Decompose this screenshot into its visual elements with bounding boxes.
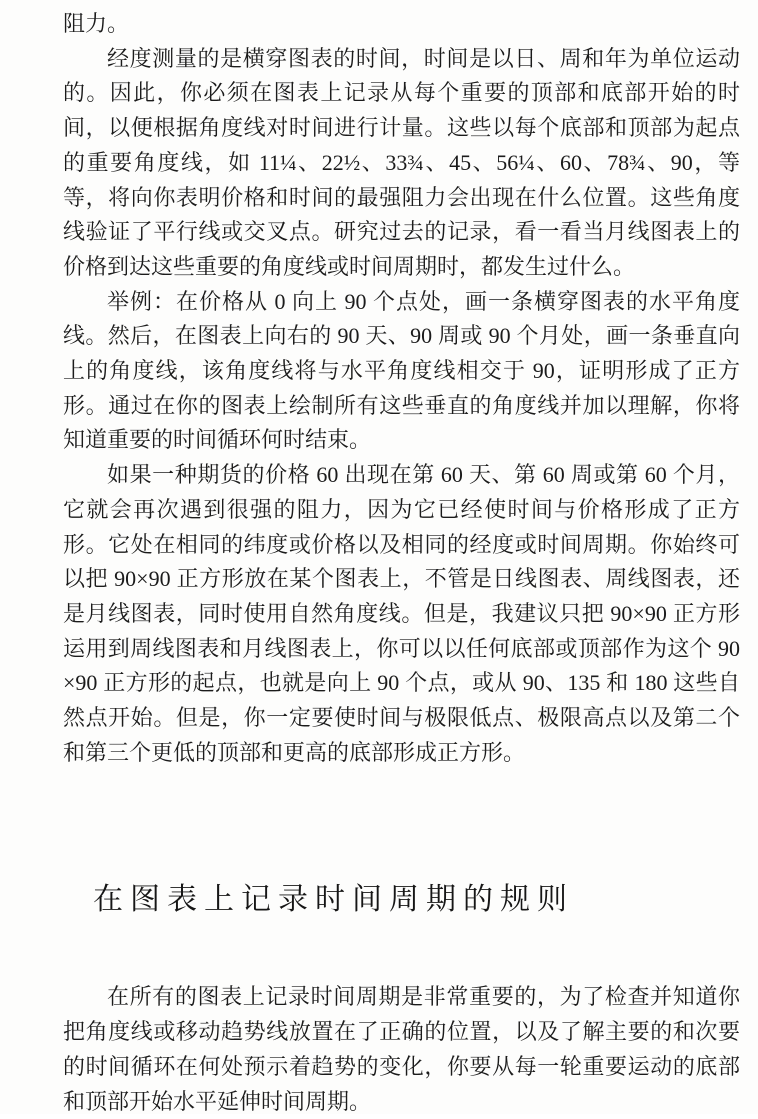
paragraph-futures-price-60: 如果一种期货的价格 60 出现在第 60 天、第 60 周或第 60 个月，它就会再次遇到很强的阻力，因为它已经使时间与价格形成了正方形。它处在相同的纬度或价格以及相同的经度或时间周期。你始终可以把 90×90 正方形放在某个图表上，不管是日线图表、周线图表，还是月线图表，同时使用自然角度线。但是，我建议只把 90×90 正方形运用到周线图表和月线图表上，你可以以任何底部或顶部作为这个 90×90 正方形的起点，也就是向上 90 个点，或从 90、135 和 180 这些自然点开始。但是，你一定要使时间与极限低点、极限高点以及第二个和第三个更低的顶部和更高的底部形成正方形。	[63, 462, 740, 765]
paragraph-recording-time-cycles: 在所有的图表上记录时间周期是非常重要的，为了检查并知道你把角度线或移动趋势线放置在了正确的位置，以及了解主要的和次要的时间循环在何处预示着趋势的变化，你要从每一轮重要运动的底部和顶部开始水平延伸时间周期。	[63, 984, 740, 1114]
section-heading: 在图表上记录时间周期的规则	[93, 883, 574, 917]
paragraph-longitude-measurement: 经度测量的是横穿图表的时间，时间是以日、周和年为单位运动的。因此，你必须在图表上记录从每个重要的顶部和底部开始的时间，以便根据角度线对时间进行计量。这些以每个底部和顶部为起点的重要角度线，如 11¼、22½、33¾、45、56¼、60、78¾、90，等等，将向你表明价格和时间的最强阻力会出现在什么位置。这些角度线验证了平行线或交叉点。研究过去的记录，看一看当月线图表上的价格到达这些重要的角度线或时间周期时，都发生过什么。	[63, 45, 740, 279]
paragraph-example-90: 举例：在价格从 0 向上 90 个点处，画一条横穿图表的水平角度线。然后，在图表上向右的 90 天、90 周或 90 个月处，画一条垂直向上的角度线，该角度线将与水平角度线相交于 90，证明形成了正方形。通过在你的图表上绘制所有这些垂直的角度线并加以理解，你将知道重要的时间循环何时结束。	[63, 288, 740, 453]
paragraph-continuation: 阻力。	[63, 11, 130, 36]
text-column	[63, 7, 740, 1119]
